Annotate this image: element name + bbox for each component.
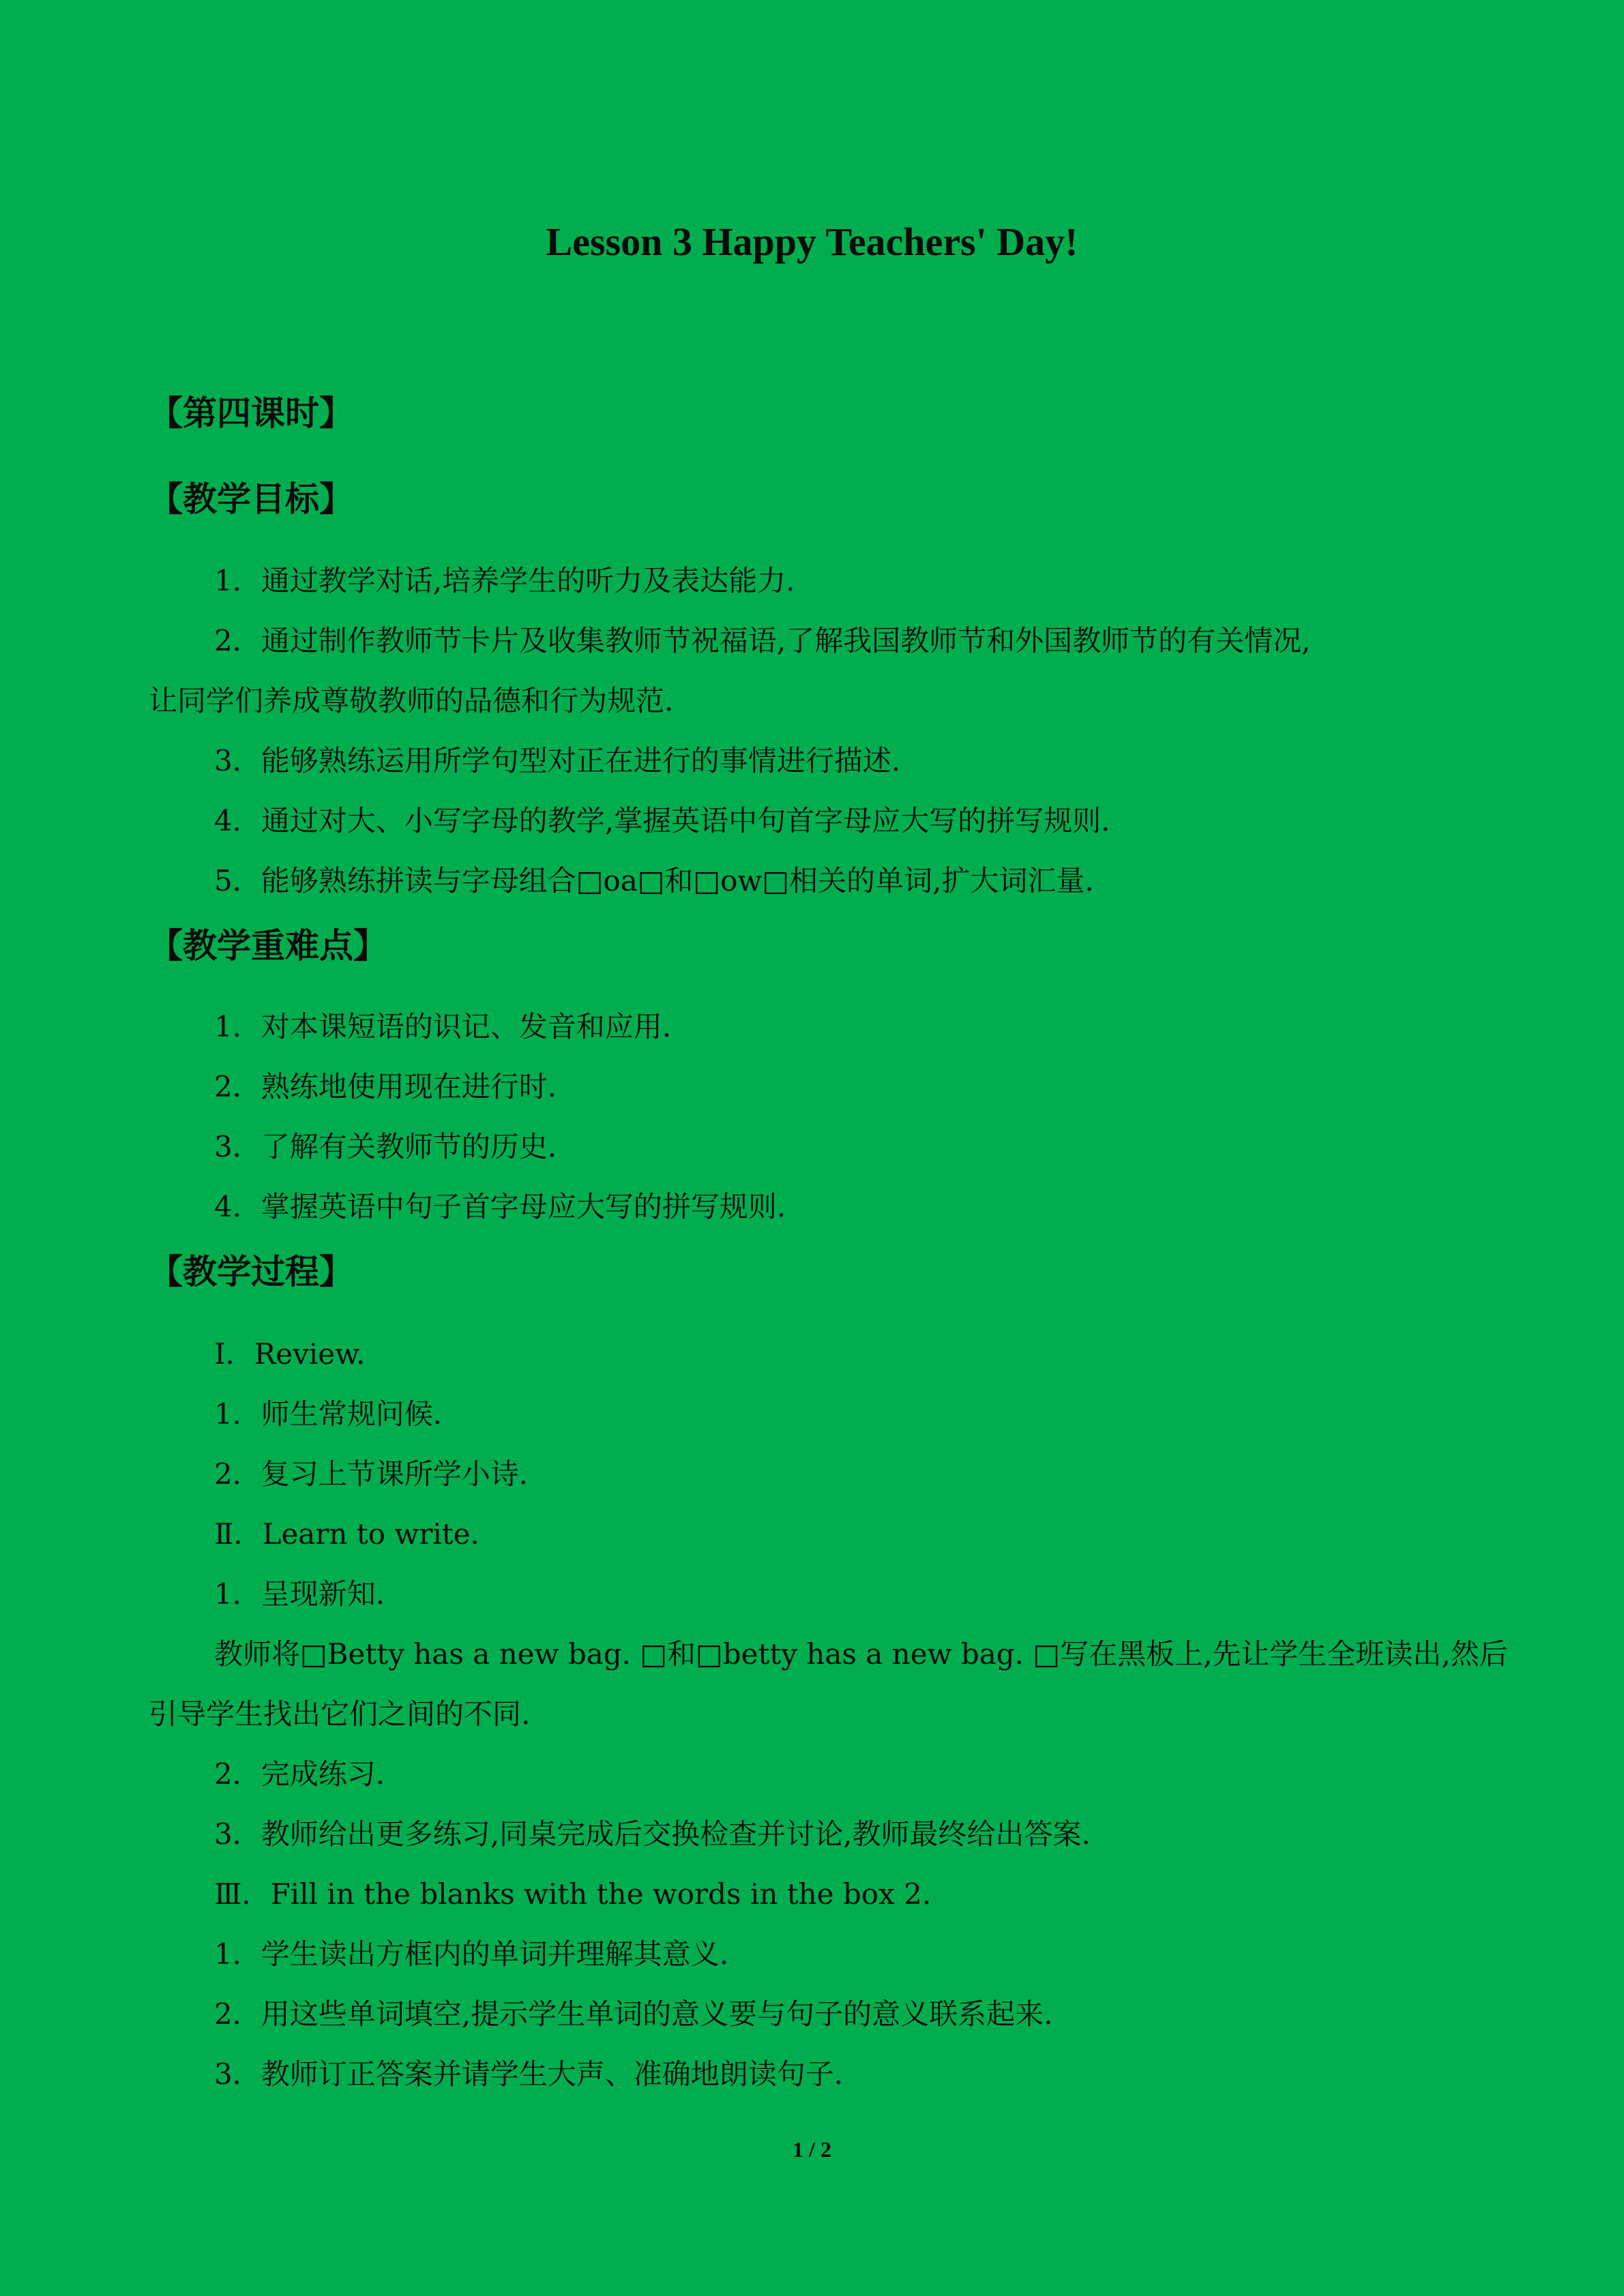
- process-item-continuation: 引导学生找出它们之间的不同.: [149, 1697, 531, 1731]
- objective-item-continuation: 让同学们养成尊敬教师的品德和行为规范.: [149, 684, 674, 717]
- process-item: 2．完成练习.: [214, 1757, 385, 1791]
- process-section-title: Ⅰ．Review.: [214, 1337, 366, 1371]
- key-point-item: 3．了解有关教师节的历史.: [214, 1130, 557, 1163]
- key-point-item: 4．掌握英语中句子首字母应大写的拼写规则.: [214, 1190, 786, 1223]
- process-item: 3．教师给出更多练习,同桌完成后交换检查并讨论,教师最终给出答案.: [214, 1817, 1091, 1851]
- objective-item: 1．通过教学对话,培养学生的听力及表达能力.: [214, 564, 795, 597]
- document-title: Lesson 3 Happy Teachers' Day!: [546, 220, 1078, 264]
- process-item: 1．学生读出方框内的单词并理解其意义.: [214, 1937, 729, 1971]
- key-point-item: 1．对本课短语的识记、发音和应用.: [214, 1010, 672, 1043]
- objective-item: 3．能够熟练运用所学句型对正在进行的事情进行描述.: [214, 744, 901, 777]
- key-points-heading: 【教学重难点】: [149, 926, 387, 966]
- process-item: 1．师生常规问候.: [214, 1397, 443, 1431]
- process-item: 2．复习上节课所学小诗.: [214, 1457, 529, 1491]
- lesson-period-heading: 【第四课时】: [149, 393, 353, 433]
- process-section-title: Ⅱ．Learn to write.: [214, 1517, 479, 1551]
- page-number: 1 / 2: [793, 2137, 831, 2162]
- objectives-heading: 【教学目标】: [149, 479, 353, 519]
- process-item: 1．呈现新知.: [214, 1577, 385, 1611]
- process-item: 2．用这些单词填空,提示学生单词的意义要与句子的意义联系起来.: [214, 1997, 1053, 2031]
- objective-item: 2．通过制作教师节卡片及收集教师节祝福语,了解我国教师节和外国教师节的有关情况,: [214, 624, 1311, 657]
- key-point-item: 2．熟练地使用现在进行时.: [214, 1070, 557, 1103]
- process-item: 教师将□Betty has a new bag. □和□betty has a new bag. □写在黑板上,先让学生全班读出,然后: [214, 1637, 1508, 1671]
- process-item: 3．教师订正答案并请学生大声、准确地朗读句子.: [214, 2057, 844, 2091]
- process-section-title: Ⅲ．Fill in the blanks with the words in the box 2.: [214, 1877, 932, 1911]
- objective-item: 5．能够熟练拼读与字母组合□oa□和□ow□相关的单词,扩大词汇量.: [214, 864, 1094, 897]
- objective-item: 4．通过对大、小写字母的教学,掌握英语中句首字母应大写的拼写规则.: [214, 804, 1110, 837]
- process-heading: 【教学过程】: [149, 1252, 353, 1292]
